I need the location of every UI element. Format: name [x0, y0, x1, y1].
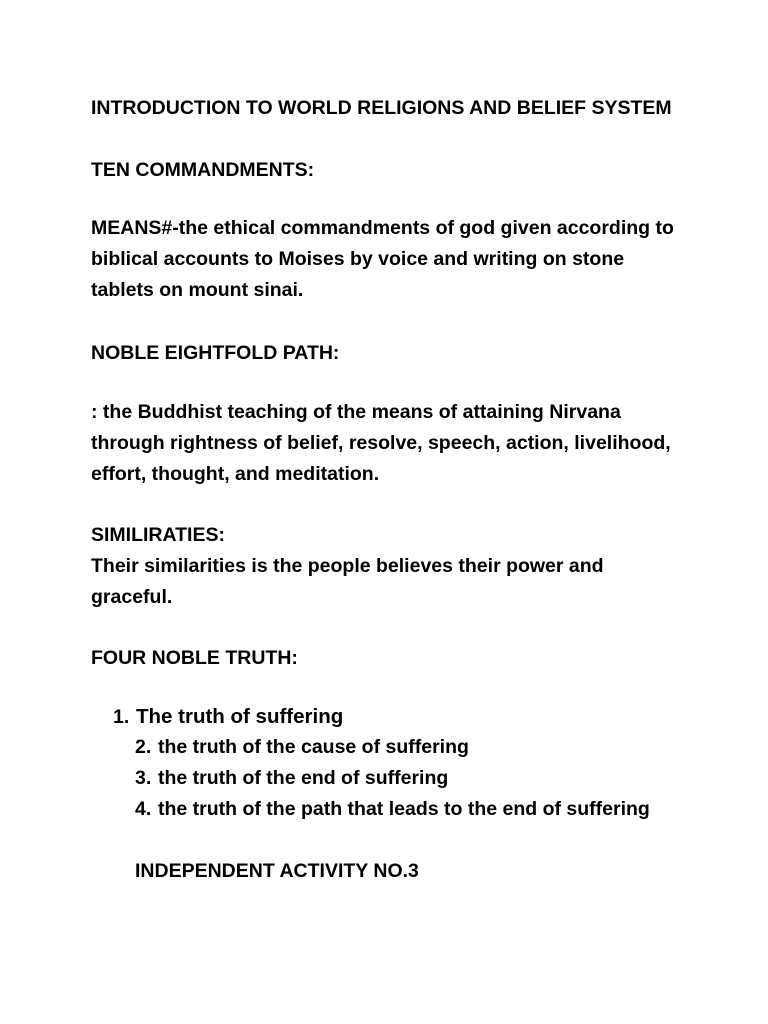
section-heading-four-noble-truth: FOUR NOBLE TRUTH: [91, 647, 298, 669]
document-title: INTRODUCTION TO WORLD RELIGIONS AND BELIEF SYSTEM [91, 97, 672, 119]
section-body-noble-eightfold-path [91, 397, 691, 490]
body-line: Their similarities is the people believes their power and [91, 555, 604, 577]
list-text: The truth of suffering [136, 705, 344, 728]
list-number: 3. [135, 767, 152, 789]
section-similarities [91, 520, 691, 613]
body-line: tablets on mount sinai. [91, 279, 304, 301]
section-body-ten-commandments [91, 213, 691, 306]
list-item [113, 763, 650, 794]
list-text: the truth of the path that leads to the end of suffering [158, 798, 650, 820]
list-item [113, 732, 650, 763]
four-noble-truth-list [113, 701, 650, 825]
section-heading-ten-commandments: TEN COMMANDMENTS: [91, 159, 315, 181]
section-heading-noble-eightfold-path: NOBLE EIGHTFOLD PATH: [91, 342, 340, 364]
list-item [113, 701, 650, 732]
body-line: MEANS#-the ethical commandments of god given according to [91, 217, 674, 239]
section-heading-similarities: SIMILIRATIES: [91, 524, 225, 546]
list-text: the truth of the end of suffering [158, 767, 449, 789]
body-line: effort, thought, and meditation. [91, 463, 380, 485]
list-number: 2. [135, 736, 152, 758]
list-text: the truth of the cause of suffering [158, 736, 469, 758]
body-line: biblical accounts to Moises by voice and writing on stone [91, 248, 625, 270]
body-line: : the Buddhist teaching of the means of attaining Nirvana [91, 401, 621, 423]
body-line: graceful. [91, 586, 173, 608]
list-number: 1. [113, 706, 130, 728]
footer-heading-independent-activity: INDEPENDENT ACTIVITY NO.3 [135, 860, 419, 882]
list-number: 4. [135, 798, 152, 820]
body-line: through rightness of belief, resolve, speech, action, livelihood, [91, 432, 671, 454]
list-item [113, 794, 650, 825]
